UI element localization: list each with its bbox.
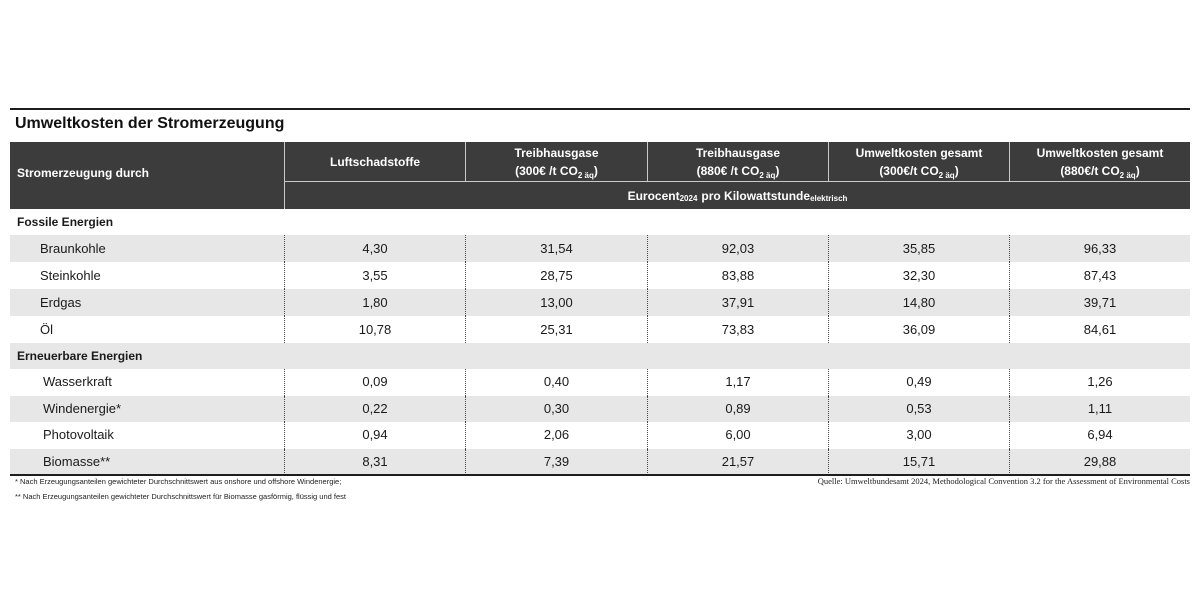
table-row-windenergie xyxy=(10,396,1190,423)
unit-row: Eurocent 2024 pro Kilowattstunde elektrisch xyxy=(284,181,1190,209)
source-note: Quelle: Umweltbundesamt 2024, Methodological Convention 3.2 for the Assessment of Environmental Costs xyxy=(817,476,1190,486)
value-luftschadstoffe: 8,31 xyxy=(284,449,465,476)
row-label: Erdgas xyxy=(40,295,82,310)
value-treibhausgase-300: 13,00 xyxy=(465,289,647,316)
co2-subscript: 2 äq xyxy=(1119,170,1136,180)
column-header-treibhausgase-300 xyxy=(465,142,647,181)
price-text: (880€/t CO xyxy=(1060,163,1120,178)
value-treibhausgase-880: 6,00 xyxy=(647,422,828,449)
value-luftschadstoffe: 3,55 xyxy=(284,262,465,289)
table-header xyxy=(10,142,1190,209)
table-row-photovoltaik xyxy=(10,422,1190,449)
value-treibhausgase-880: 1,17 xyxy=(647,369,828,396)
value-treibhausgase-300: 31,54 xyxy=(465,235,647,262)
value-umweltkosten-300: 0,53 xyxy=(828,396,1009,423)
price-close: ) xyxy=(775,163,780,178)
table-row-erdgas xyxy=(10,289,1190,316)
value-umweltkosten-880: 84,61 xyxy=(1009,316,1190,343)
column-header-luftschadstoffe xyxy=(284,142,465,181)
value-umweltkosten-880: 29,88 xyxy=(1009,449,1190,476)
column-header-umweltkosten-880 xyxy=(1009,142,1190,181)
co2-subscript: 2 äq xyxy=(938,170,955,180)
table-row-braunkohle xyxy=(10,235,1190,262)
row-label: Braunkohle xyxy=(40,241,106,256)
value-treibhausgase-880: 83,88 xyxy=(647,262,828,289)
price-close: ) xyxy=(954,163,959,178)
row-header-label: Stromerzeugung durch xyxy=(17,166,150,180)
row-label: Wasserkraft xyxy=(43,374,112,389)
value-umweltkosten-300: 32,30 xyxy=(828,262,1009,289)
value-treibhausgase-880: 92,03 xyxy=(647,235,828,262)
value-treibhausgase-300: 28,75 xyxy=(465,262,647,289)
value-umweltkosten-880: 39,71 xyxy=(1009,289,1190,316)
column-header-umweltkosten-300 xyxy=(828,142,1009,181)
row-label: Biomasse** xyxy=(43,453,111,469)
column-header-title: Luftschadstoffe xyxy=(330,154,420,169)
table-row-wasserkraft xyxy=(10,369,1190,396)
value-umweltkosten-880: 96,33 xyxy=(1009,235,1190,262)
value-treibhausgase-300: 0,30 xyxy=(465,396,647,423)
footnote-biomasse: ** Nach Erzeugungsanteilen gewichteter Durchschnittswert für Biomasse gasförmig, flüssig und fest xyxy=(15,492,346,501)
column-header-price xyxy=(515,162,598,180)
column-header-price xyxy=(879,162,958,180)
value-umweltkosten-300: 36,09 xyxy=(828,316,1009,343)
value-umweltkosten-880: 6,94 xyxy=(1009,422,1190,449)
value-treibhausgase-880: 0,89 xyxy=(647,396,828,423)
price-close: ) xyxy=(593,163,598,178)
value-umweltkosten-300: 35,85 xyxy=(828,235,1009,262)
column-header-title: Treibhausgase xyxy=(514,145,599,160)
price-text: (880€ /t CO xyxy=(696,163,760,178)
column-header-price xyxy=(697,162,780,180)
value-treibhausgase-880: 21,57 xyxy=(647,449,828,476)
value-umweltkosten-300: 3,00 xyxy=(828,422,1009,449)
table-row-steinkohle xyxy=(10,262,1190,289)
table-row-biomasse xyxy=(10,449,1190,476)
value-luftschadstoffe: 0,22 xyxy=(284,396,465,423)
value-treibhausgase-300: 2,06 xyxy=(465,422,647,449)
row-label: Steinkohle xyxy=(40,268,101,283)
value-treibhausgase-300: 7,39 xyxy=(465,449,647,476)
value-treibhausgase-880: 37,91 xyxy=(647,289,828,316)
unit-main: Eurocent xyxy=(627,188,680,203)
co2-subscript: 2 äq xyxy=(759,170,776,180)
category-erneuerbare-energien: Erneuerbare Energien xyxy=(10,343,1190,369)
category-fossile-energien: Fossile Energien xyxy=(17,215,114,229)
column-header-title: Umweltkosten gesamt xyxy=(1036,145,1164,160)
value-luftschadstoffe: 0,94 xyxy=(284,422,465,449)
value-luftschadstoffe: 4,30 xyxy=(284,235,465,262)
value-luftschadstoffe: 1,80 xyxy=(284,289,465,316)
row-label: Öl xyxy=(40,322,53,337)
table-body xyxy=(10,210,1190,475)
co2-subscript: 2 äq xyxy=(577,170,594,180)
column-header-price xyxy=(1060,162,1139,180)
row-label: Windenergie* xyxy=(43,400,122,416)
value-umweltkosten-300: 0,49 xyxy=(828,369,1009,396)
price-close: ) xyxy=(1135,163,1140,178)
top-rule xyxy=(10,108,1190,110)
value-treibhausgase-880: 73,83 xyxy=(647,316,828,343)
value-treibhausgase-300: 25,31 xyxy=(465,316,647,343)
value-luftschadstoffe: 0,09 xyxy=(284,369,465,396)
value-umweltkosten-880: 1,11 xyxy=(1009,396,1190,423)
price-text: (300€/t CO xyxy=(879,163,939,178)
value-umweltkosten-880: 87,43 xyxy=(1009,262,1190,289)
column-header-title: Umweltkosten gesamt xyxy=(855,145,983,160)
column-header-title: Treibhausgase xyxy=(695,145,781,160)
price-text: (300€ /t CO xyxy=(515,163,578,178)
unit-rest: pro Kilowattstunde xyxy=(701,188,811,203)
table-title: Umweltkosten der Stromerzeugung xyxy=(15,115,285,132)
row-label: Photovoltaik xyxy=(43,427,114,442)
footnote-windenergie: * Nach Erzeugungsanteilen gewichteter Durchschnittswert aus onshore und offshore Windenergie; xyxy=(15,477,342,486)
value-umweltkosten-300: 14,80 xyxy=(828,289,1009,316)
value-umweltkosten-300: 15,71 xyxy=(828,449,1009,476)
value-umweltkosten-880: 1,26 xyxy=(1009,369,1190,396)
column-header-treibhausgase-880 xyxy=(647,142,828,181)
table-row-oel xyxy=(10,316,1190,343)
value-luftschadstoffe: 10,78 xyxy=(284,316,465,343)
value-treibhausgase-300: 0,40 xyxy=(465,369,647,396)
